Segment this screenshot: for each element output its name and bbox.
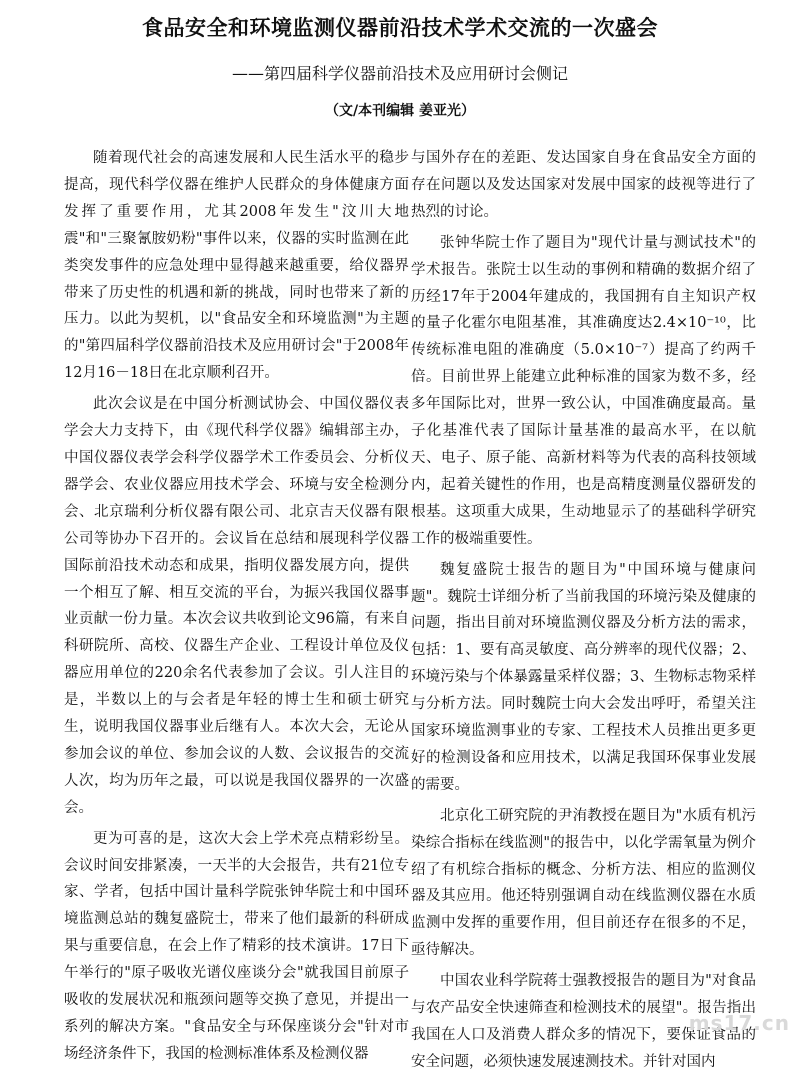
paragraph: 更为可喜的是，这次大会上学术亮点精彩纷呈。会议时间安排紧凑，一天半的大会报告，共有21位专家、学者，包括中国计量科学院张钟华院士和中国环境监测总站的魏复盛院士，带来了他们最新的科研成果与重要信息，在会上作了精彩的技术演讲。17日下午举行的"原子吸收光谱仪座谈分会"就我国目前原子吸收的发展状况和瓶颈问题等交换了意见，并提出一系列的解决方案。"食品安全与环保座谈分会"针对市场经济条件下，我国的检测标准体系及检测仪器	[64, 830, 409, 1062]
paragraph: 随着现代社会的高速发展和人民生活水平的稳步提高，现代科学仪器在维护人民群众的身体健康方面发挥了重要作用，尤其2008年发生"汶川大地震"和"三聚氰胺奶粉"事件以来，仪器的实时监测在此类突发事件的应急处理中显得越来越重要，给仪器界带来了历史性的机遇和新的挑战，同时也带来了新的压力。以此为契机，以"食品安全和环境监测"为主题的"第四届科学仪器前沿技术及应用研讨会"于2008年12月16－18日在北京顺利召开。	[64, 150, 409, 382]
paragraph: 中国农业科学院蒋士强教授报告的题目为"对食品与农产品安全快速筛查和检测技术的展望"。报告指出我国在人口及消费人群众多的情况下，要保证食品的安全问题，必须快速发展速测技术。并针对国内	[411, 973, 756, 1070]
site-watermark: ms17.cn	[688, 1011, 790, 1035]
right-column	[411, 145, 756, 1070]
paragraph: 张钟华院士作了题目为"现代计量与测试技术"的学术报告。张院士以生动的事例和精确的数据介绍了历经17年于2004年建成的，我国拥有自主知识产权的量子化霍尔电阻基准，其准确度达2.4×10⁻¹⁰，比传统标准电阻的准确度（5.0×10⁻⁷）提高了约两千倍。目前世界上能建立此种标准的国家为数不多，经多年国际比对，世界一致公认，中国准确度最高。量子化基准代表了国际计量基准的最高水平，在以航天、电子、原子能、高新材料等为代表的高科技领域内，起着关键性的作用，也是高精度测量仪器研发的根基。这项重大成果，生动地显示了的基础科学研究工作的极端重要性。	[411, 234, 756, 547]
paragraph: 此次会议是在中国分析测试协会、中国仪器仪表学会大力支持下，由《现代科学仪器》编辑部主办，中国仪器仪表学会科学仪器学术工作委员会、分析仪器学会、农业仪器应用技术学会、环境与安全检测分会、北京瑞利分析仪器有限公司、北京吉天仪器有限公司等协办下召开的。会议旨在总结和展现科学仪器国际前沿技术动态和成果，指明仪器发展方向，提供一个相互了解、相互交流的平台，为振兴我国仪器事业贡献一份力量。本次会议共收到论文96篇，有来自科研院所、高校、仪器生产企业、工程设计单位及仪器应用单位的220余名代表参加了会议。引人注目的是，半数以上的与会者是年轻的博士生和硕士研究生，说明我国仪器事业后继有人。本次大会，无论从参加会议的单位、参加会议的人数、会议报告的交流人次，均为历年之最，可以说是我国仪器界的一次盛会。	[64, 396, 409, 816]
paragraph-continuation: 与国外存在的差距、发达国家自身在食品安全方面的存在问题以及发达国家对发展中国家的歧视等进行了热烈的讨论。	[411, 150, 756, 220]
article-subtitle: ——第四届科学仪器前沿技术及应用研讨会侧记	[231, 64, 568, 83]
paragraph: 北京化工研究院的尹洧教授在题目为"水质有机污染综合指标在线监测"的报告中，以化学需氧量为例介绍了有机综合指标的概念、分析方法、相应的监测仪器及其应用。他还特别强调自动在线监测仪器在水质监测中发挥的重要作用，但目前还存在很多的不足，亟待解决。	[411, 807, 756, 959]
left-column	[64, 145, 409, 1062]
article-byline: （文/本刊编辑 姜亚光）	[325, 103, 475, 119]
paragraph: 魏复盛院士报告的题目为"中国环境与健康问题"。魏院士详细分析了当前我国的环境污染及健康的问题，指出目前对环境监测仪器及分析方法的需求，包括：1、要有高灵敏度、高分辨率的现代仪器；2、环境污染与个体暴露量采样仪器；3、生物标志物采样与分析方法。同时魏院士向大会发出呼吁，希望关注国家环境监测事业的专家、工程技术人员推出更多更好的检测设备和应用技术，以满足我国环保事业发展的需要。	[411, 561, 756, 793]
article-title: 食品安全和环境监测仪器前沿技术学术交流的一次盛会	[142, 16, 658, 40]
